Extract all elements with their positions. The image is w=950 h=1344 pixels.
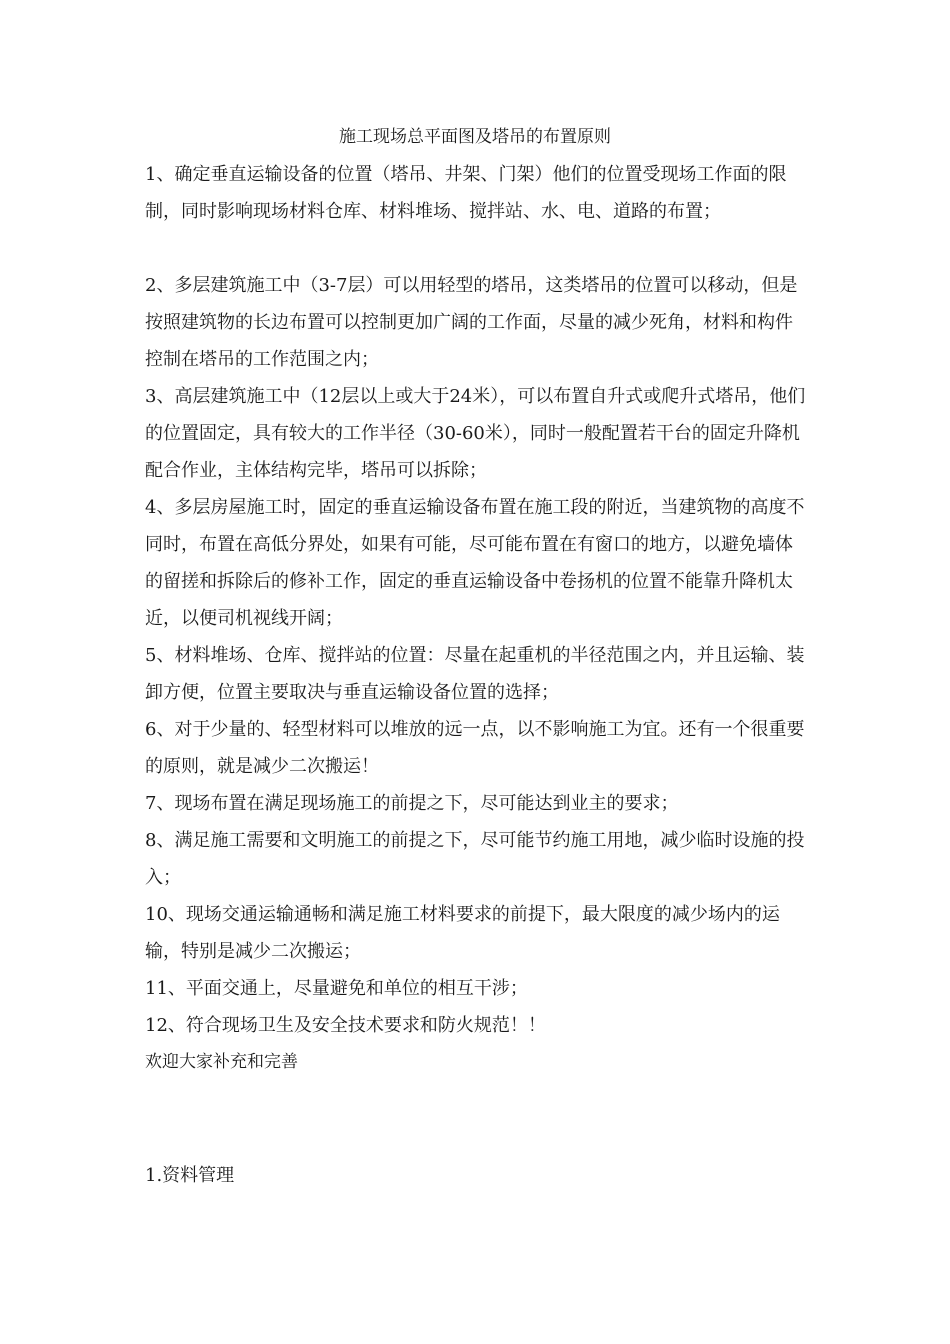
- paragraph-7: 7、现场布置在满足现场施工的前提之下，尽可能达到业主的要求；: [145, 793, 679, 814]
- closing-note: 欢迎大家补充和完善: [145, 1052, 298, 1072]
- paragraph-5: 5、材料堆场、仓库、搅拌站的位置：尽量在起重机的半径范围之内，并且运输、装卸方便，位置主要取决与垂直运输设备位置的选择；: [145, 645, 805, 703]
- paragraph-2: 2、多层建筑施工中（3-7层）可以用轻型的塔吊，这类塔吊的位置可以移动，但是按照建筑物的长边布置可以控制更加广阔的工作面，尽量的减少死角，材料和构件控制在塔吊的工作范围之内；: [145, 275, 798, 370]
- paragraph-1: 1、确定垂直运输设备的位置（塔吊、井架、门架）他们的位置受现场工作面的限制，同时影响现场材料仓库、材料堆场、搅拌站、水、电、道路的布置；: [145, 164, 787, 222]
- paragraph-8: 8、满足施工需要和文明施工的前提之下，尽可能节约施工用地，减少临时设施的投入；: [145, 830, 805, 888]
- paragraph-3: 3、高层建筑施工中（12层以上或大于24米），可以布置自升式或爬升式塔吊，他们的位置固定，具有较大的工作半径（30-60米），同时一般配置若干台的固定升降机配合作业，主体结构完毕，塔吊可以拆除；: [145, 386, 806, 481]
- paragraph-11: 11、平面交通上，尽量避免和单位的相互干涉；: [145, 978, 528, 999]
- paragraph-4: 4、多层房屋施工时，固定的垂直运输设备布置在施工段的附近，当建筑物的高度不同时，布置在高低分界处，如果有可能，尽可能布置在有窗口的地方，以避免墙体的留搓和拆除后的修补工作，固定的垂直运输设备中卷扬机的位置不能靠升降机太近，以便司机视线开阔；: [145, 497, 805, 629]
- paragraph-12: 12、符合现场卫生及安全技术要求和防火规范！！: [145, 1015, 546, 1036]
- paragraph-6: 6、对于少量的、轻型材料可以堆放的远一点，以不影响施工为宜。还有一个很重要的原则，就是减少二次搬运！: [145, 719, 805, 777]
- paragraph-10: 10、现场交通运输通畅和满足施工材料要求的前提下，最大限度的减少场内的运输，特别是减少二次搬运；: [145, 904, 780, 962]
- document-body: [145, 156, 810, 1081]
- section-heading: 1.资料管理: [145, 1165, 235, 1186]
- document-title: 施工现场总平面图及塔吊的布置原则: [339, 127, 611, 147]
- paragraph-spacer: [145, 230, 810, 267]
